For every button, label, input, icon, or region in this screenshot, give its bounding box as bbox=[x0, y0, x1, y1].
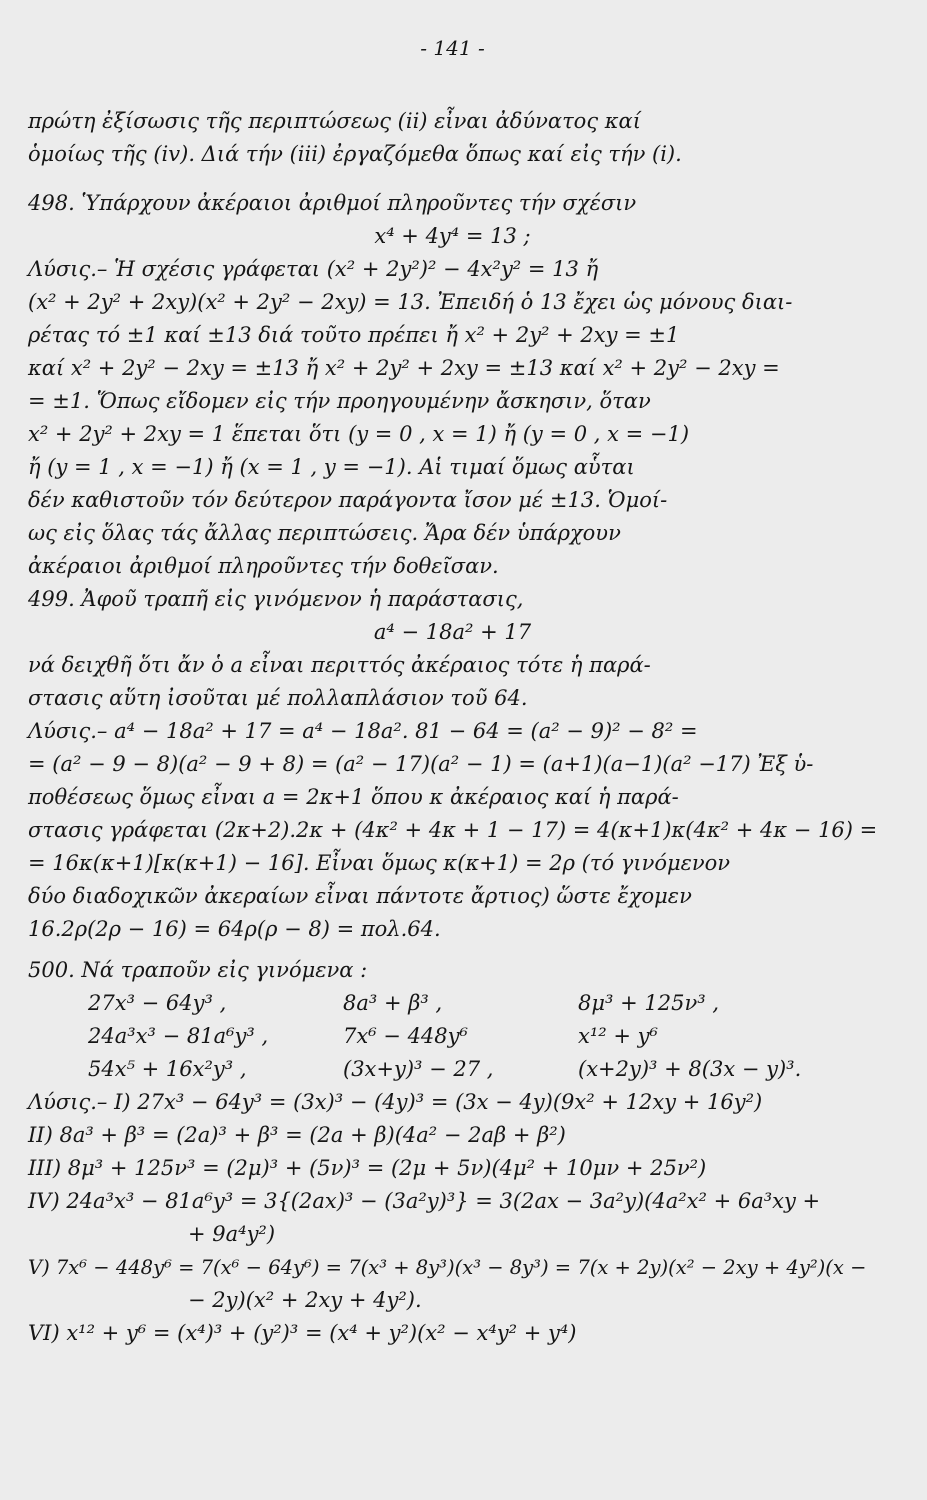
expression: 24a³x³ − 81a⁶y³ , bbox=[88, 1024, 269, 1048]
solution-line: VI) x¹² + y⁶ = (x⁴)³ + (y²)³ = (x⁴ + y²)(x² − x⁴y² + y⁴) bbox=[28, 1321, 577, 1345]
problem-498 bbox=[28, 187, 877, 583]
solution-line: = (a² − 9 − 8)(a² − 9 + 8) = (a² − 17)(a² − 1) = (a+1)(a−1)(a² −17) Ἐξ ὑ- bbox=[28, 752, 814, 776]
solution-line: + 9a⁴y²) bbox=[188, 1222, 276, 1246]
expression: (3x+y)³ − 27 , bbox=[343, 1057, 494, 1081]
solution-line: II) 8a³ + β³ = (2a)³ + β³ = (2a + β)(4a² − 2aβ + β²) bbox=[28, 1123, 566, 1147]
solution-line: ως εἰς ὅλας τάς ἄλλας περιπτώσεις. Ἄρα δέν ὑπάρχουν bbox=[28, 521, 621, 545]
expressions-row bbox=[28, 1053, 877, 1086]
text-line: ὁμοίως τῆς (iv). Διά τήν (iii) ἐργαζόμεθα ὅπως καί εἰς τήν (i). bbox=[28, 142, 682, 166]
expressions-row bbox=[28, 1020, 877, 1053]
solution-line: V) 7x⁶ − 448y⁶ = 7(x⁶ − 64y⁶) = 7(x³ + 8y³)(x³ − 8y³) = 7(x + 2y)(x² − 2xy + 4y²)(x − bbox=[28, 1256, 867, 1279]
expression: a⁴ − 18a² + 17 bbox=[373, 620, 532, 644]
solution-line: ποθέσεως ὅμως εἶναι a = 2κ+1 ὅπου κ ἀκέραιος καί ἡ παρά- bbox=[28, 785, 679, 809]
expressions-row bbox=[28, 987, 877, 1020]
solution-block bbox=[28, 715, 877, 946]
solution-line: ρέτας τό ±1 καί ±13 διά τοῦτο πρέπει ἤ x² + 2y² + 2xy = ±1 bbox=[28, 323, 680, 347]
solution-line: x² + 2y² + 2xy = 1 ἕπεται ὅτι (y = 0 , x = 1) ἤ (y = 0 , x = −1) bbox=[28, 422, 690, 446]
problem-499 bbox=[28, 583, 877, 946]
expression: x¹² + y⁶ bbox=[578, 1024, 658, 1048]
solution-line: = 16κ(κ+1)[κ(κ+1) − 16]. Εἶναι ὅμως κ(κ+1) = 2ρ (τό γινόμενον bbox=[28, 851, 731, 875]
problem-statement: 498. Ὑπάρχουν ἀκέραιοι ἀριθμοί πληροῦντες τήν σχέσιν bbox=[28, 191, 637, 215]
page-number: - 141 - bbox=[420, 36, 485, 60]
continuation-text bbox=[28, 105, 877, 171]
problem-statement: 499. Ἀφοῦ τραπῆ εἰς γινόμενον ἡ παράστασις, bbox=[28, 587, 524, 611]
problem-statement: στασις αὕτη ἰσοῦται μέ πολλαπλάσιον τοῦ 64. bbox=[28, 686, 528, 710]
expression: 8a³ + β³ , bbox=[343, 991, 443, 1015]
solution-line: III) 8μ³ + 125ν³ = (2μ)³ + (5ν)³ = (2μ + 5ν)(4μ² + 10μν + 25ν²) bbox=[28, 1156, 707, 1180]
solution-line: δέν καθιστοῦν τόν δεύτερον παράγοντα ἴσον μέ ±13. Ὁμοί- bbox=[28, 488, 668, 512]
solution-line: ἤ (y = 1 , x = −1) ἤ (x = 1 , y = −1). Αἱ τιμαί ὅμως αὗται bbox=[28, 455, 635, 479]
solution-line: IV) 24a³x³ − 81a⁶y³ = 3{(2ax)³ − (3a²y)³} = 3(2ax − 3a²y)(4a²x² + 6a³xy + bbox=[28, 1189, 821, 1213]
expression: (x+2y)³ + 8(3x − y)³. bbox=[578, 1057, 802, 1081]
solution-line: δύο διαδοχικῶν ἀκεραίων εἶναι πάντοτε ἄρτιος) ὥστε ἔχομεν bbox=[28, 884, 692, 908]
solution-line: 16.2ρ(2ρ − 16) = 64ρ(ρ − 8) = πολ.64. bbox=[28, 917, 441, 941]
solution-line: (x² + 2y² + 2xy)(x² + 2y² − 2xy) = 13. Ἐπειδή ὁ 13 ἔχει ὡς μόνους διαι- bbox=[28, 290, 793, 314]
solution-line: Λύσις.– I) 27x³ − 64y³ = (3x)³ − (4y)³ = (3x − 4y)(9x² + 12xy + 16y²) bbox=[28, 1090, 763, 1114]
expression: 8μ³ + 125ν³ , bbox=[578, 991, 719, 1015]
expression: 54x⁵ + 16x²y³ , bbox=[88, 1057, 247, 1081]
problem-500 bbox=[28, 954, 877, 1350]
solution-line: ἀκέραιοι ἀριθμοί πληροῦντες τήν δοθεῖσαν. bbox=[28, 554, 499, 578]
expression: 7x⁶ − 448y⁶ bbox=[343, 1024, 468, 1048]
problem-title: 500. Νά τραποῦν εἰς γινόμενα : bbox=[28, 958, 368, 982]
equation: x⁴ + 4y⁴ = 13 ; bbox=[374, 224, 531, 248]
solution-line: − 2y)(x² + 2xy + 4y²). bbox=[188, 1288, 422, 1312]
expression: 27x³ − 64y³ , bbox=[88, 991, 227, 1015]
solution-line: = ±1. Ὅπως εἴδομεν εἰς τήν προηγουμένην ἄσκησιν, ὅταν bbox=[28, 389, 651, 413]
solution-line: στασις γράφεται (2κ+2).2κ + (4κ² + 4κ + 1 − 17) = 4(κ+1)κ(4κ² + 4κ − 16) = bbox=[28, 818, 878, 842]
solution-block bbox=[28, 1086, 877, 1350]
solution-block bbox=[28, 253, 877, 583]
text-line: πρώτη ἐξίσωσις τῆς περιπτώσεως (ii) εἶναι ἀδύνατος καί bbox=[28, 109, 641, 133]
solution-line: Λύσις.– a⁴ − 18a² + 17 = a⁴ − 18a². 81 − 64 = (a² − 9)² − 8² = bbox=[28, 719, 698, 743]
solution-line: Λύσις.– Ἡ σχέσις γράφεται (x² + 2y²)² − 4x²y² = 13 ἤ bbox=[28, 257, 599, 281]
problem-statement: νά δειχθῆ ὅτι ἄν ὁ a εἶναι περιττός ἀκέραιος τότε ἡ παρά- bbox=[28, 653, 651, 677]
solution-line: καί x² + 2y² − 2xy = ±13 ἤ x² + 2y² + 2xy = ±13 καί x² + 2y² − 2xy = bbox=[28, 356, 780, 380]
